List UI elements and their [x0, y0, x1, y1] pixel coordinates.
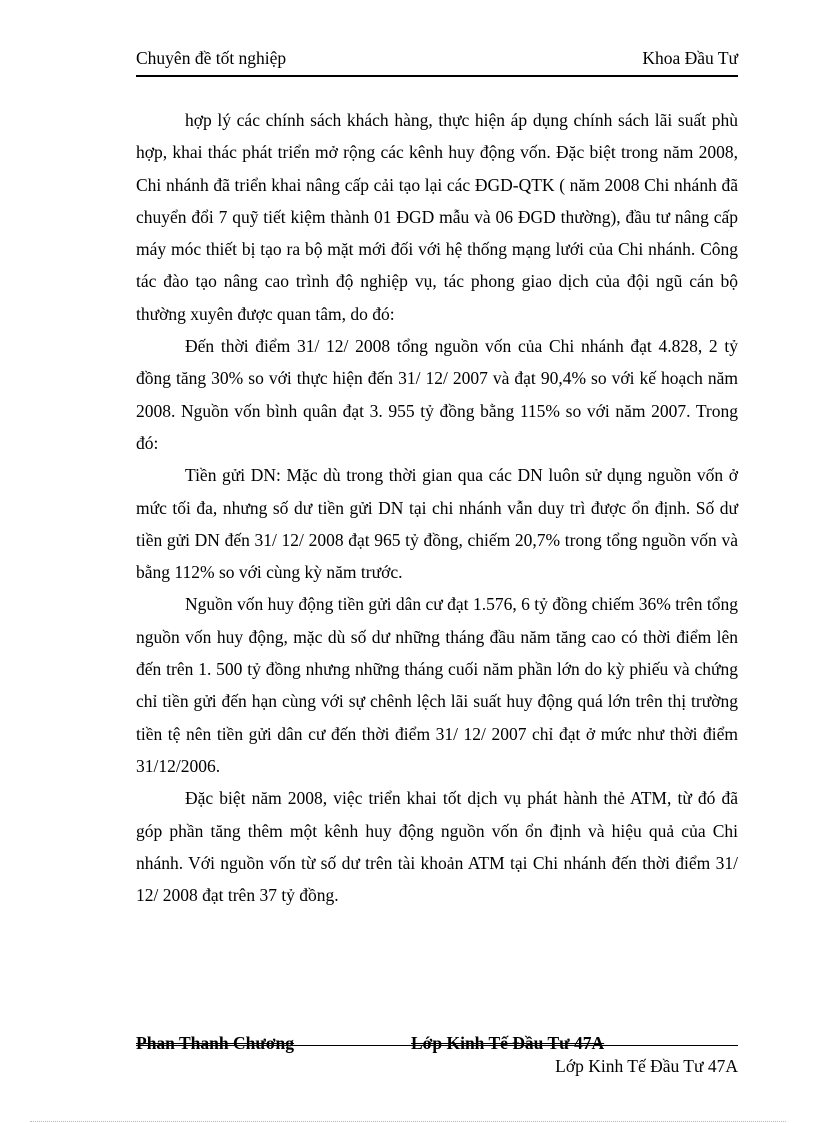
paragraph: Đến thời điểm 31/ 12/ 2008 tổng nguồn vốn của Chi nhánh đạt 4.828, 2 tỷ đồng tăng 30% so với thực hiện đến 31/ 12/ 2007 và đạt 90,4% so với kế hoạch năm 2008. Nguồn vốn bình quân đạt 3. 955 tỷ đồng bằng 115% so với năm 2007. Trong đó: — [136, 336, 738, 453]
paragraph: Tiền gửi DN: Mặc dù trong thời gian qua các DN luôn sử dụng nguồn vốn ở mức tối đa, nhưng số dư tiền gửi DN tại chi nhánh vẫn duy trì được ổn định. Số dư tiền gửi DN đến 31/ 12/ 2008 đạt 965 tỷ đồng, chiếm 20,7% trong tổng nguồn vốn và bằng 112% so với cùng kỳ năm trước. — [136, 465, 738, 583]
document-body — [136, 104, 738, 911]
header-right-title: Khoa Đầu Tư — [642, 48, 738, 68]
footer-struck-line — [136, 1033, 738, 1054]
footer-class-struck: Lớp Kinh Tế Đầu Tư 47A — [411, 1033, 605, 1053]
footer-class: Lớp Kinh Tế Đầu Tư 47A — [555, 1056, 738, 1076]
header-left-title: Chuyên đề tốt nghiệp — [136, 48, 287, 68]
footer-author: Phan Thanh Chương — [136, 1033, 295, 1053]
footer-rule — [136, 1045, 738, 1046]
page-header — [136, 48, 738, 77]
paragraph: hợp lý các chính sách khách hàng, thực hiện áp dụng chính sách lãi suất phù hợp, khai thác phát triển mở rộng các kênh huy động vốn. Đặc biệt trong năm 2008, Chi nhánh đã triển khai nâng cấp cải tạo lại các ĐGD-QTK ( năm 2008 Chi nhánh đã chuyển đổi 7 quỹ tiết kiệm thành 01 ĐGD mẫu và 06 ĐGD thường), đầu tư nâng cấp máy móc thiết bị tạo ra bộ mặt mới đối với hệ thống mạng lưới của Chi nhánh. Công tác đào tạo nâng cao trình độ nghiệp vụ, tác phong giao dịch của đội ngũ cán bộ thường xuyên được quan tâm, do đó: — [136, 110, 738, 324]
paragraph: Đặc biệt năm 2008, việc triển khai tốt dịch vụ phát hành thẻ ATM, từ đó đã góp phần tăng thêm một kênh huy động nguồn vốn ổn định và hiệu quả của Chi nhánh. Với nguồn vốn từ số dư trên tài khoản ATM tại Chi nhánh đến thời điểm 31/ 12/ 2008 đạt trên 37 tỷ đồng. — [136, 788, 738, 906]
page-footer — [136, 1033, 738, 1077]
paragraph: Nguồn vốn huy động tiền gửi dân cư đạt 1.576, 6 tỷ đồng chiếm 36% trên tổng nguồn vốn huy động, mặc dù số dư những tháng đầu năm tăng cao có thời điểm lên đến trên 1. 500 tỷ đồng nhưng những tháng cuối năm phần lớn do kỳ phiếu và chứng chỉ tiền gửi đến hạn cùng với sự chênh lệch lãi suất huy động quá lớn trên thị trường tiền tệ nên tiền gửi dân cư đến thời điểm 31/ 12/ 2007 chỉ đạt ở mức như thời điểm 31/12/2006. — [136, 594, 738, 776]
page-bottom-border — [30, 1121, 786, 1122]
